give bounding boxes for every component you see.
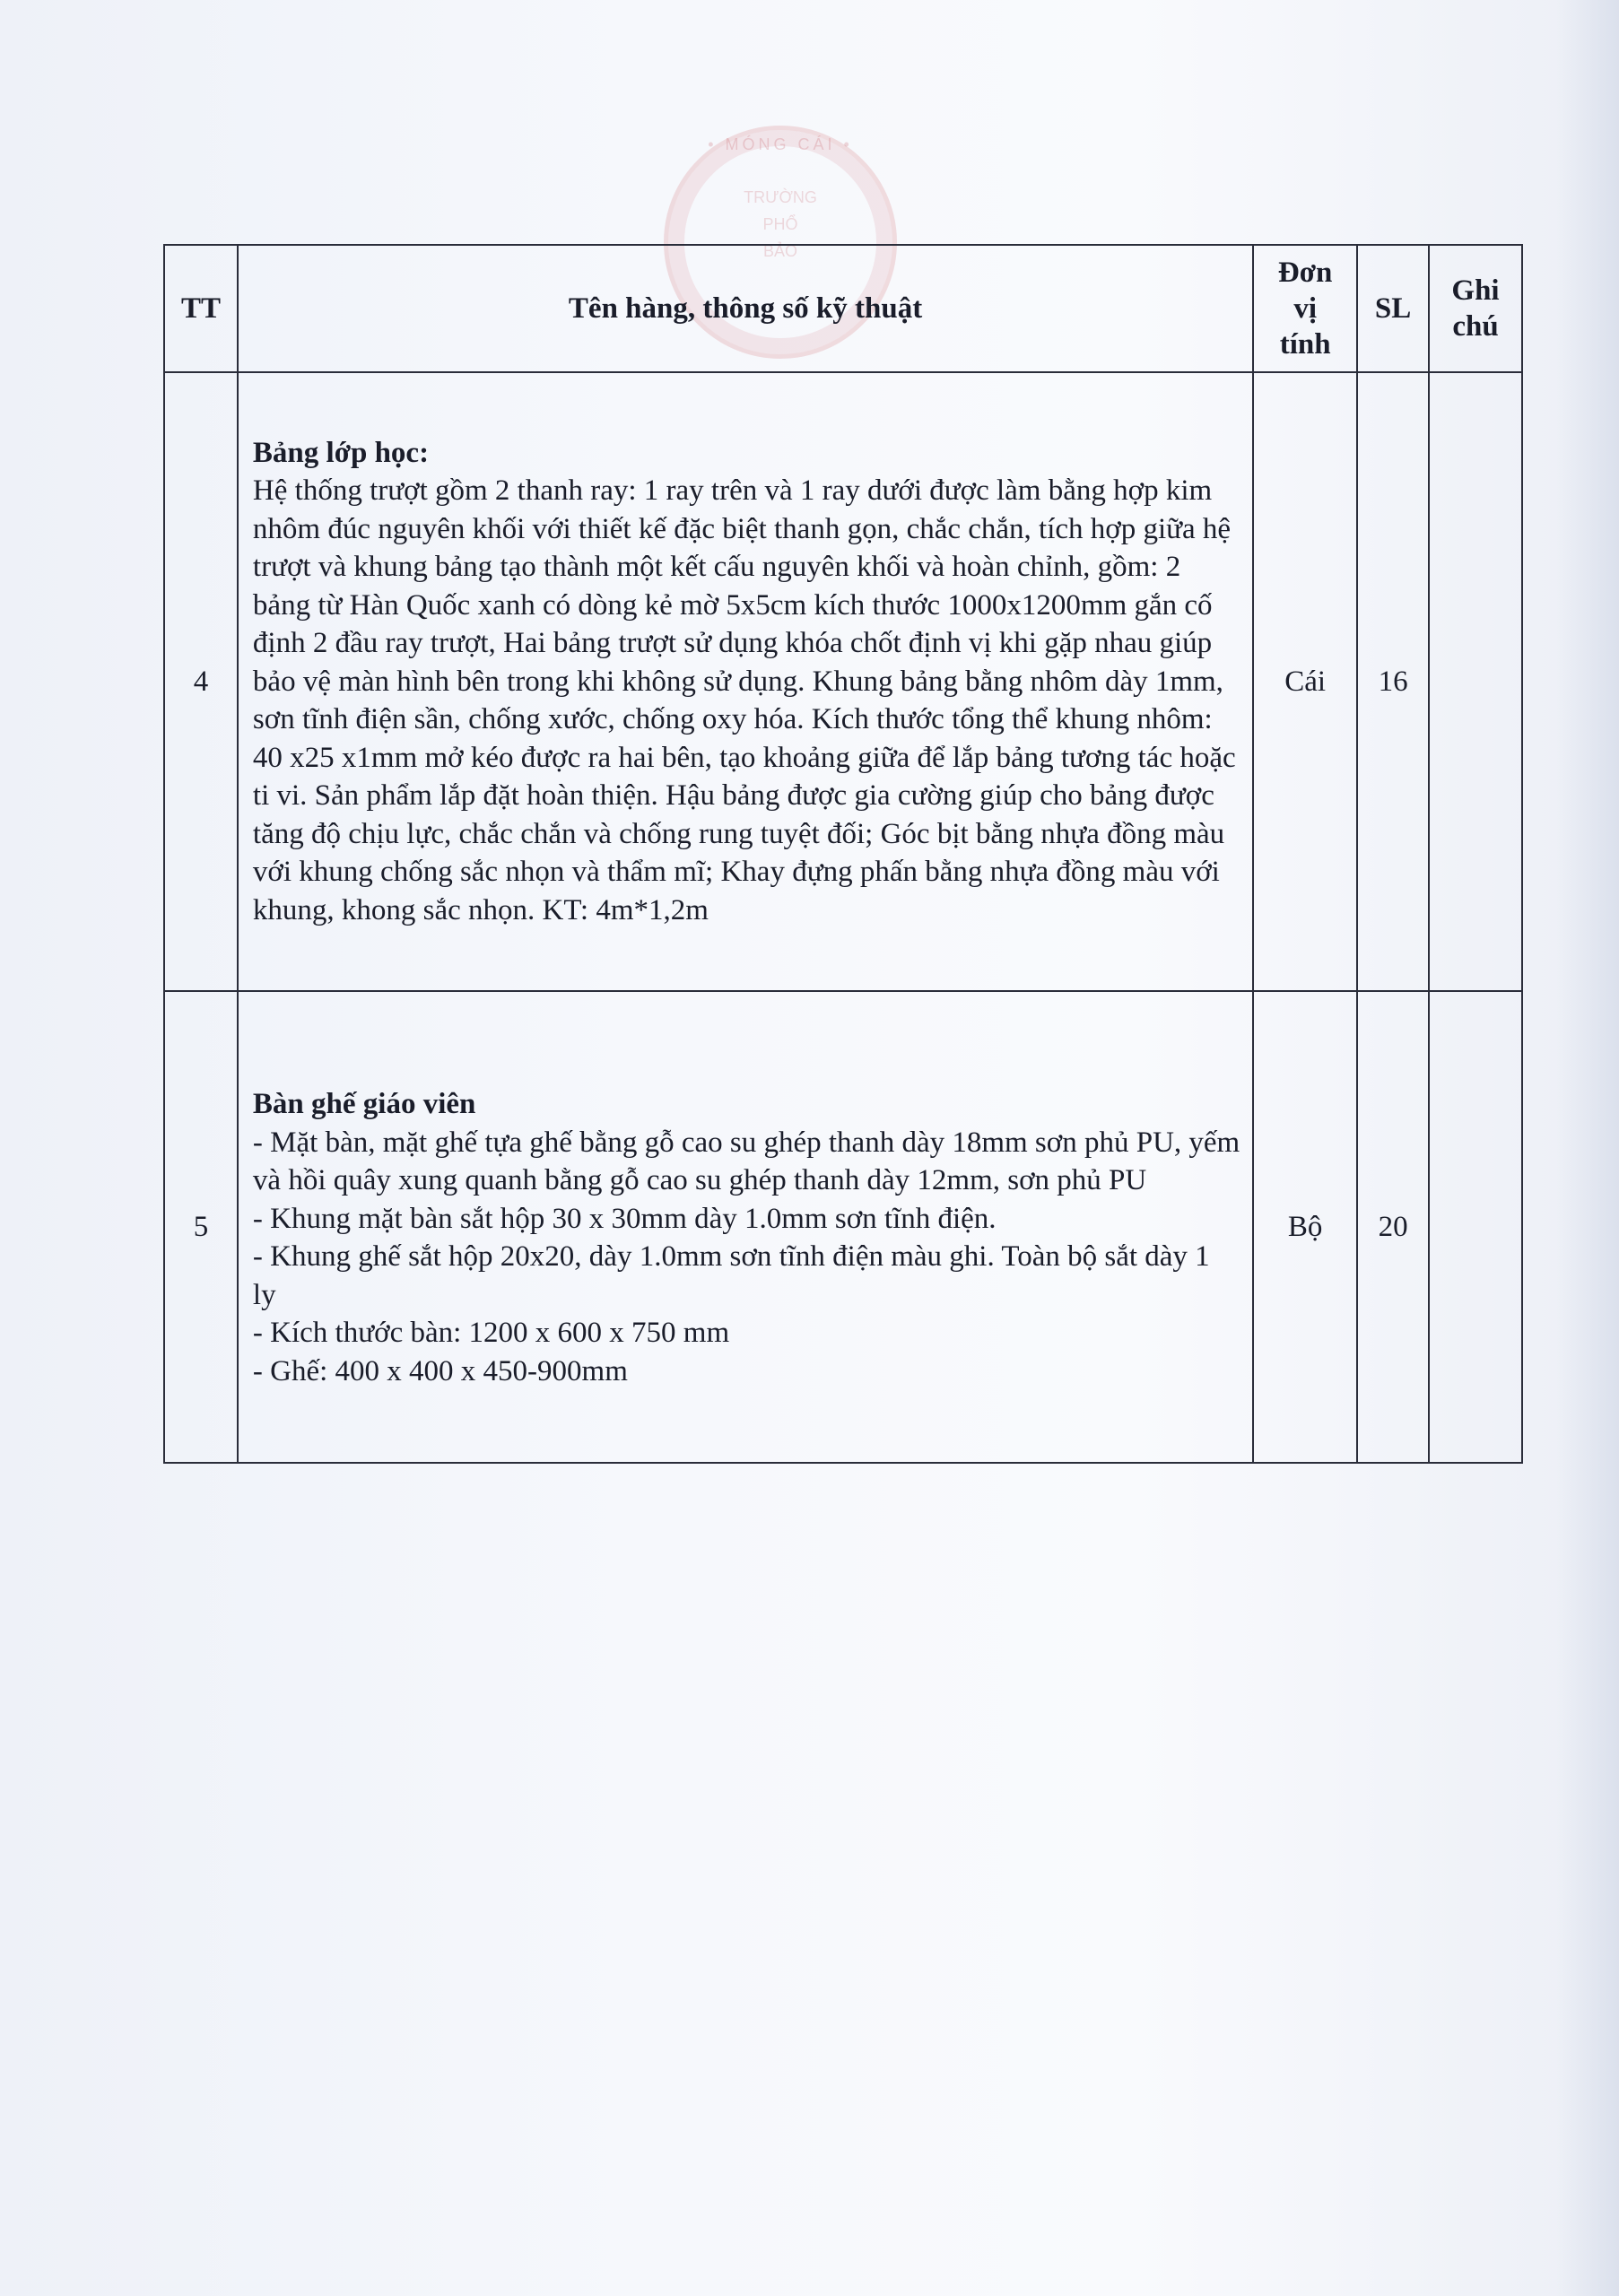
header-qty: SL [1357,245,1429,372]
header-unit-label: Đơn vị tính [1277,257,1333,361]
item-title: Bảng lớp học: [252,436,430,469]
item-title: Bàn ghế giáo viên [252,1088,476,1120]
row-note [1429,991,1522,1463]
item-spec-line: - Mặt bàn, mặt ghế tựa ghế bằng gỗ cao su ghép thanh dày 18mm sơn phủ PU, yếm và hồi quây xung quanh bằng gỗ cao su ghép thanh dày 12mm, sơn phủ PU [252,1126,1240,1196]
header-unit [1253,245,1357,372]
table-header-row [164,245,1522,372]
item-spec-line: - Kích thước bàn: 1200 x 600 x 750 mm [252,1317,730,1349]
item-description: Hệ thống trượt gồm 2 thanh ray: 1 ray trên và 1 ray dưới được làm bằng hợp kim nhôm đúc nguyên khối với thiết kế đặc biệt thanh gọn, chắc chắn, tích hợp giữa hệ trượt và khung bảng tạo thành một kết cấu nguyên khối và hoàn chỉnh, gồm: 2 bảng từ Hàn Quốc xanh có dòng kẻ mờ 5x5cm kích thước 1000x1200mm gắn cố định 2 đầu ray trượt, Hai bảng trượt sử dụng khóa chốt định vị khi gặp nhau giúp bảo vệ màn hình bên trong khi không sử dụng. Khung bảng bằng nhôm dày 1mm, sơn tĩnh điện sần, chống xước, chống oxy hóa. Kích thước tổng thể khung nhôm: 40 x25 x1mm mở kéo được ra hai bên, tạo khoảng giữa để lắp bảng tương tác hoặc ti vi. Sản phẩm lắp đặt hoàn thiện. Hậu bảng được gia cường giúp cho bảng được tăng độ chịu lực, chắc chắn và chống rung tuyệt đối; Góc bịt bằng nhựa đồng màu với khung chống sắc nhọn và thẩm mĩ; Khay đựng phấn bằng nhựa đồng màu với khung, khong sắc nhọn. KT: 4m*1,2m [252,474,1236,926]
row-qty: 16 [1357,372,1429,991]
seal-ring-text: • MÓNG CÁI • [708,135,853,153]
table-row [164,991,1522,1463]
seal-center-text: TRƯỜNG PHỔ BẢO [744,188,817,260]
header-note [1429,245,1522,372]
row-description [238,372,1253,991]
table-row [164,372,1522,991]
scan-edge-shadow [1556,0,1619,2296]
row-tt: 5 [164,991,238,1463]
header-name-specs: Tên hàng, thông số kỹ thuật [238,245,1253,372]
equipment-table [163,244,1523,1464]
item-spec-line: - Ghế: 400 x 400 x 450-900mm [252,1354,628,1387]
row-unit: Bộ [1253,991,1357,1463]
header-tt: TT [164,245,238,372]
item-spec-line: - Khung mặt bàn sắt hộp 30 x 30mm dày 1.0mm sơn tĩnh điện. [252,1202,997,1235]
row-unit: Cái [1253,372,1357,991]
row-note [1429,372,1522,991]
row-tt: 4 [164,372,238,991]
row-description [238,991,1253,1463]
row-qty: 20 [1357,991,1429,1463]
item-spec-line: - Khung ghế sắt hộp 20x20, dày 1.0mm sơn tĩnh điện màu ghi. Toàn bộ sắt dày 1 ly [252,1240,1210,1311]
header-note-label: Ghi chú [1451,274,1500,343]
